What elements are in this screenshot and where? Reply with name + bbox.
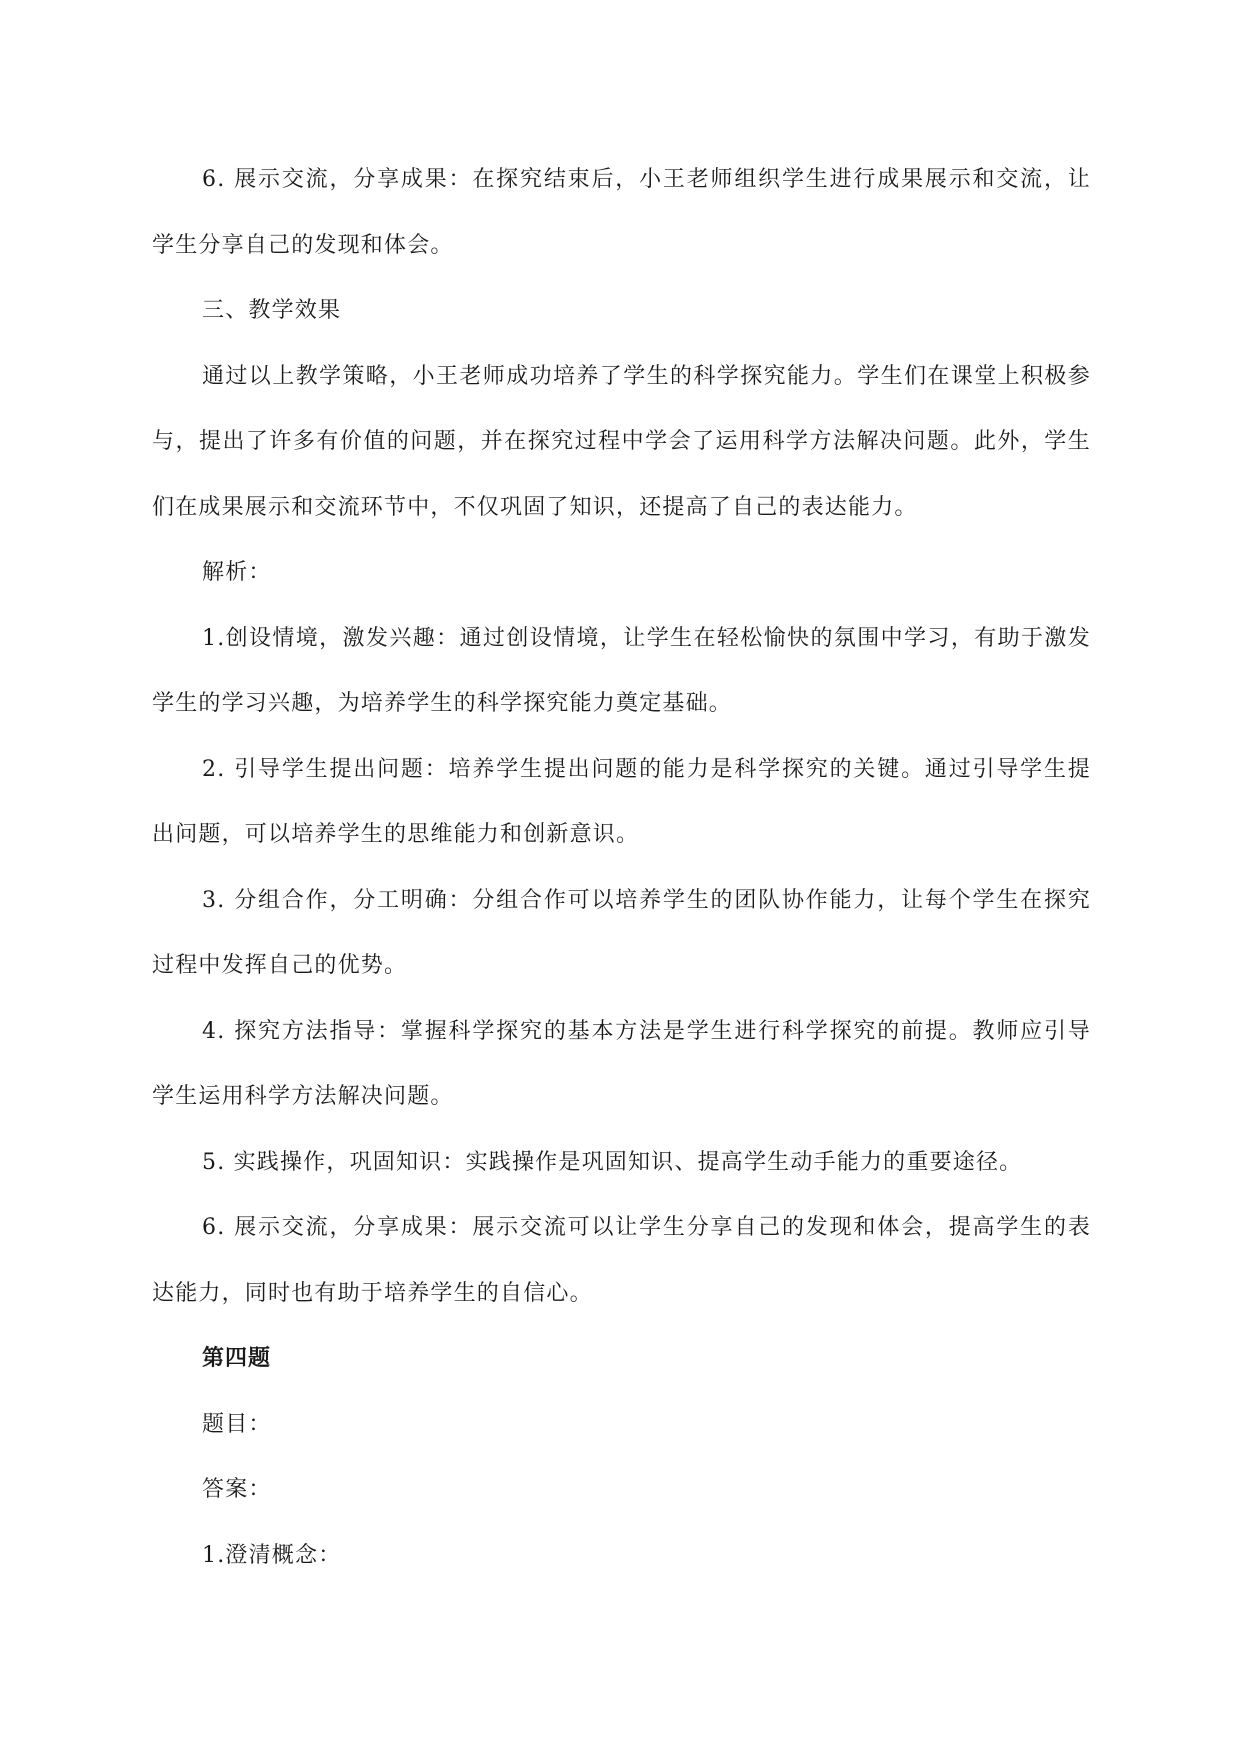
answer-label: 答案： <box>202 1477 272 1502</box>
analysis-item-1: 1.创设情境，激发兴趣：通过创设情境，让学生在轻松愉快的氛围中学习，有助于激发学生的学习兴趣，为培养学生的科学探究能力奠定基础。 <box>152 625 1091 716</box>
section-teaching-effect: 三、教学效果 <box>202 298 342 323</box>
question-label: 题目： <box>202 1411 272 1437</box>
analysis-item-3: 3. 分组合作，分工明确：分组合作可以培养学生的团队协作能力，让每个学生在探究过程中发挥自己的优势。 <box>152 887 1091 978</box>
analysis-item-6: 6. 展示交流，分享成果：展示交流可以让学生分享自己的发现和体会，提高学生的表达能力，同时也有助于培养学生的自信心。 <box>152 1215 1091 1306</box>
paragraph-share-results: 6. 展示交流，分享成果：在探究结束后，小王老师组织学生进行成果展示和交流，让学生分享自己的发现和体会。 <box>152 167 1091 258</box>
paragraph-teaching-effect: 通过以上教学策略，小王老师成功培养了学生的科学探究能力。学生们在课堂上积极参与，提出了许多有价值的问题，并在探究过程中学会了运用科学方法解决问题。此外，学生们在成果展示和交流环节中，不仅巩固了知识，还提高了自己的表达能力。 <box>152 363 1091 520</box>
analysis-item-5: 5. 实践操作，巩固知识：实践操作是巩固知识、提高学生动手能力的重要途径。 <box>202 1149 1023 1175</box>
answer-item-1: 1.澄清概念： <box>202 1542 342 1568</box>
section-heading: 第四题 <box>202 1346 272 1371</box>
analysis-item-4: 4. 探究方法指导：掌握科学探究的基本方法是学生进行科学探究的前提。教师应引导学生运用科学方法解决问题。 <box>152 1018 1091 1109</box>
analysis-label: 解析： <box>202 560 272 585</box>
analysis-item-2: 2. 引导学生提出问题：培养学生提出问题的能力是科学探究的关键。通过引导学生提出问题，可以培养学生的思维能力和创新意识。 <box>152 756 1091 847</box>
